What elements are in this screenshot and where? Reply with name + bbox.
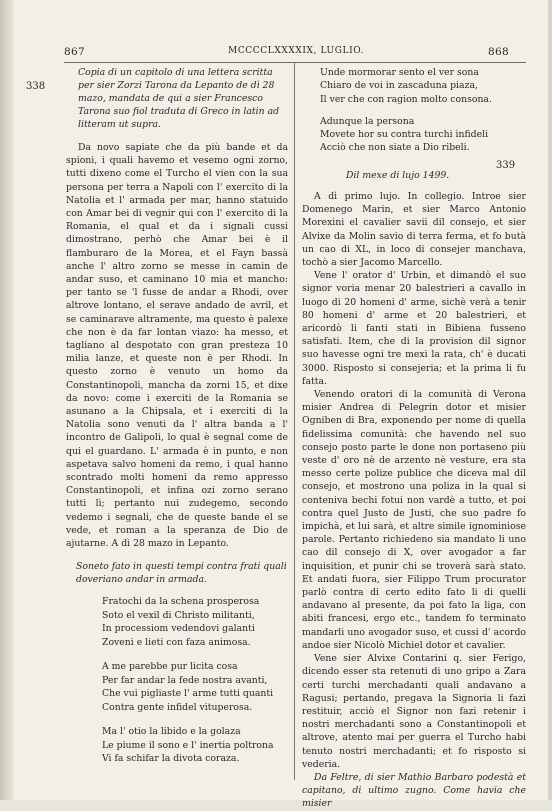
- verse-line: Movete hor su contra turchi infideli: [320, 129, 489, 141]
- verse-line: Chiaro de voi in zascaduna piaza,: [320, 80, 478, 92]
- page-number-right: 868: [488, 46, 509, 58]
- verse-line: Unde mormorar sento el ver sona: [320, 67, 479, 78]
- verse-line: Le piume il sono e l' inertia poltrona: [102, 739, 274, 751]
- verse-line: Vi fa schifar la divota coraza.: [102, 753, 240, 765]
- verse-line: Per far andar la fede nostra avanti,: [102, 674, 268, 686]
- right-column: [302, 66, 526, 811]
- verse-line: A me parebbe pur licita cosa: [102, 661, 238, 673]
- page-edge: [548, 0, 552, 800]
- verse-line: Fratochi da la schena prosperosa: [102, 596, 260, 608]
- verse-line: Il ver che con ragion molto consona.: [320, 93, 492, 105]
- book-spine-shadow: [0, 0, 14, 800]
- month-heading: Dil mexe di lujo 1499.: [346, 169, 450, 181]
- sonnet-title: Soneto fato in questi tempi contra frati quali doveriano andar in armada.: [76, 561, 287, 586]
- header-rule: [64, 62, 526, 63]
- verse-line: Soto el vexil di Christo militanti,: [102, 609, 255, 621]
- entry-paragraph: Vene sier Alvixe Contarini q. sier Ferigo, dicendo esser sta retenuti di uno gripo a Zara certi turchi merchadanti quali andavano a Ragusi; pertando, pregava la Signoria li fazi restituir, acciò el Signor non fazi retenir i nostri merchadanti sono a Constantinopoli et altrove, atento mai per guerra el Turcho habi tenuto nostri merchadanti; et fo risposto si vederia.: [302, 653, 526, 770]
- running-title: MCCCCLXXXXIX, LUGLIO.: [228, 46, 365, 56]
- sonnet-stanza-1: [66, 595, 288, 649]
- page-number-left: 867: [64, 46, 85, 58]
- verse-line: Adunque la persona: [320, 115, 415, 127]
- entry-paragraph: Vene l' orator d' Urbin, et dimandò el suo signor voria menar 20 balestrieri a cavallo in luogo di 20 homeni d' arme, sichè verà a tenir 80 homeni d' arme et 20 balestrieri, et aricordò li fanti stati in Bibiena fusseno satisfati. Item, che di la provision dil signor suo havesse ogni tre mexi la rata, ch' è ducati 3000. Risposto si consejeria; et la prima li fu fatta.: [302, 270, 526, 387]
- entry-paragraph: Venendo oratori di la comunità di Verona misier Andrea di Pelegrin dotor et misier Ogniben di Bra, exponendo per nome di quella fidelissima comunità: che havendo nel suo consejo posto parte le done non portaseno più veste d' oro nè de arzento nè vesture, era sta messo certe polize publice che diceva mal dil consejo, et mostrono una poliza in la qual si conteniva bechi fotui non vardè a tutto, et poi contra quel Justo de Justi, che suo padre fo impichà, et lui sarà, et altre simile ignominiose parole. Pertanto richiedeno sia mandato li uno cao dil consejo di X, over avogador a far inquisition, et punir chi se troverà sarà stato. Et andati fuora, sier Filippo Trum procurator parlò contra di certo edito fato li di quelli andavano al presente, da poi fato la liga, con abiti francesi, ergo etc., tandem fo terminato mandarli uno avogador suso, et cussi d' acordo andoe sier Nicolò Michiel dotor et cavalier.: [302, 389, 526, 651]
- verse-line: Ma l' otio la libido e la golaza: [102, 726, 241, 738]
- sonnet-stanza-3: [66, 725, 288, 766]
- margin-number-left: 338: [26, 81, 46, 92]
- letter-paragraph: Da novo sapiate che da più bande et da spioni, i quali havemo et vesemo ogni zorno, tutti dixeno come el Turcho el vien con la sua persona per terra a Napoli con l' exercito di la Natolia et l' armada per mar, hanno statuido con Amar bei di vegnir qui con l' exercito di la Romania, el qual et da i signali cussi dimostrano, perhò che Amar bei è il flamburaro de la Morea, et el Fayn bassà anche l' altro zorno se messe in camin de andar suso, et caminano 10 mia et mancho: per tanto se 'l fusse de andar a Rhodi, over altrove lontano, el serave andado de avril, et se caminarave altramente, ma questo è palexe che non è da far lontan viazo: ha messo, et tagliano al despotato con gran presteza 10 milia lanze, et queste non è per Rhodi. In questo zorno è venuto un homo da Constantinopoli, mancha da zorni 15, et dixe da novo: come i exerciti de la Romania se asunano a la Chipsala, et i exerciti di la Natolia sono venuti da l' altra banda a l' incontro de Galipoli, lo qual è segnal come de qui el guardano. L' armada è in punto, e non aspetava salvo homeni da remo, i qual hanno scontrado molti homeni da remo appresso Constantinopoli, et infina ozi zorno serano tutti lì; pertanto nui zudegemo, secondo vedemo i segnali, che de queste bande el se vede, et roman a la speranza de Dio de ajutarne. A dì 28 mazo in Lepanto.: [66, 142, 288, 550]
- letter-heading: Copia di un capitolo di una lettera scritta per sier Zorzi Tarona da Lepanto de dì 28 mazo, mandata de qui a sier Francesco Tarona suo fiol traduta di Greco in latin ad litteram ut supra.: [78, 67, 280, 130]
- margin-number-right: 339: [496, 160, 516, 171]
- sonnet-stanza-4: [302, 66, 526, 106]
- column-separator: [294, 62, 295, 780]
- entry-paragraph-final: Da Feltre, di sier Mathio Barbaro podestà et capitano, di ultimo zugno. Come havia che misier: [302, 771, 526, 810]
- verse-line: Acciò che non siate a Dio ribeli.: [320, 142, 470, 154]
- verse-line: In processiom vedendovi galanti: [102, 623, 255, 635]
- left-column: [66, 66, 288, 777]
- verse-line: Che vui pigliaste l' arme tutti quanti: [102, 688, 274, 700]
- sonnet-coda: [302, 115, 526, 155]
- verse-line: Zoveni e lieti con faza animosa.: [102, 636, 251, 648]
- verse-line: Contra gente infidel vituperosa.: [102, 701, 253, 713]
- entry-paragraph: A dì primo lujo. In collegio. Introe sier Domenego Marin, et sier Marco Antonio Morexini el cavalier savii dil consejo, et sier Alvixe da Molin savio di terra ferma, et fo butà un cao di XL, in loco di consejer manchava, tochò a sier Jacomo Marcello.: [302, 190, 526, 268]
- sonnet-stanza-2: [66, 660, 288, 714]
